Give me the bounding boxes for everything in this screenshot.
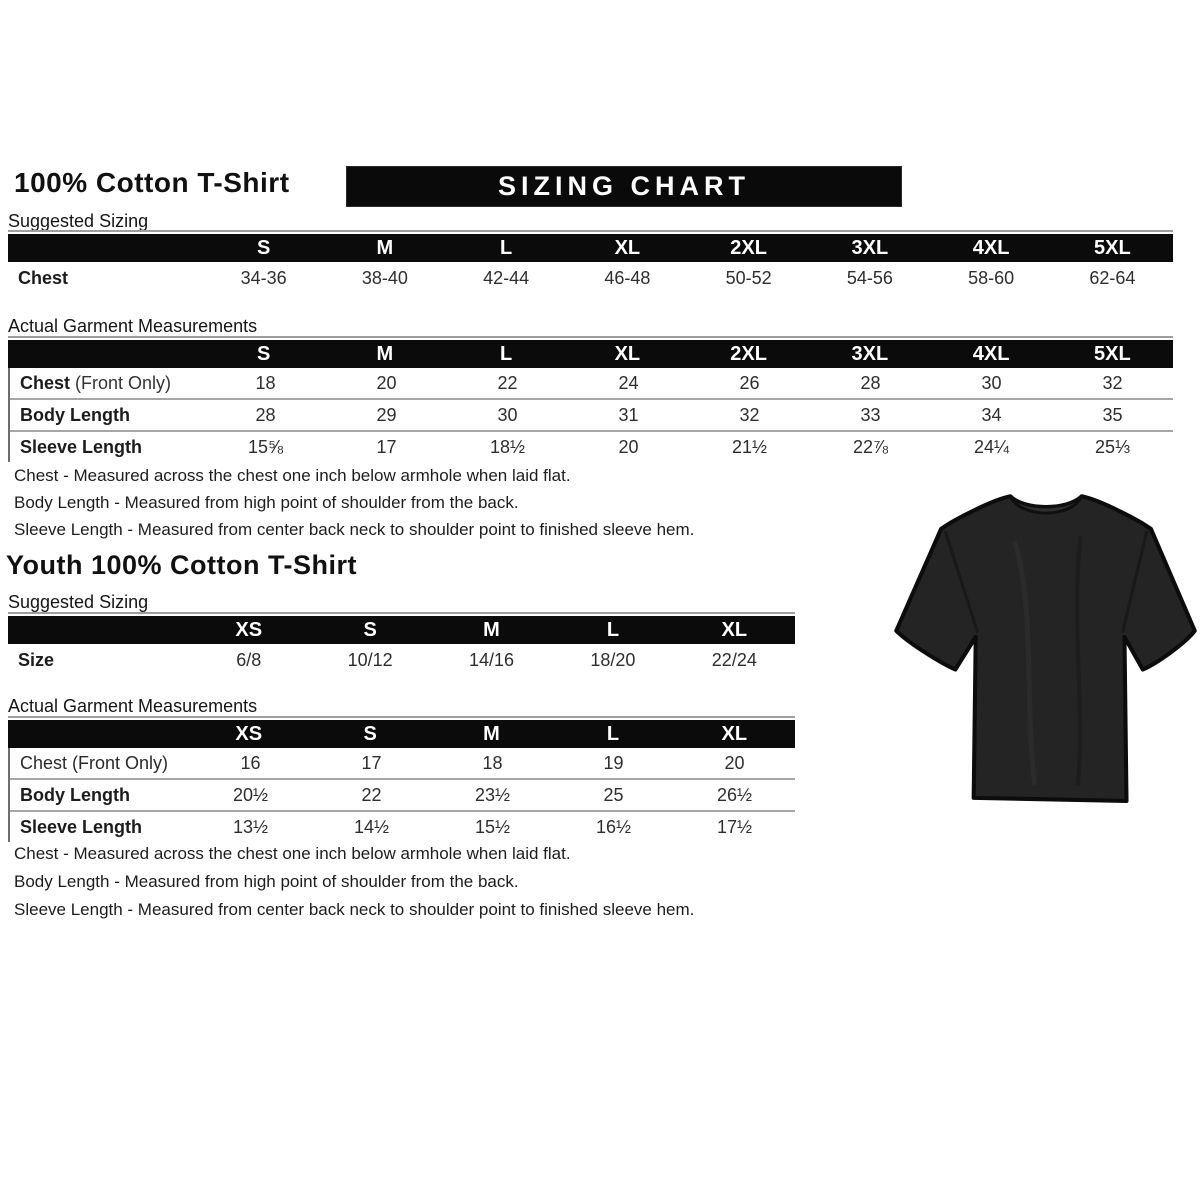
table-cell: 18: [255, 372, 276, 393]
table-cell: 46-48: [604, 268, 651, 288]
note-line: Sleeve Length - Measured from center back neck to shoulder point to finished sleeve hem.: [14, 900, 695, 919]
tshirt-icon: [892, 480, 1198, 806]
table-cell: 25⅓: [1094, 436, 1131, 457]
column-header: L: [606, 722, 620, 745]
table-cell: 24: [618, 372, 639, 393]
table-row: [10, 810, 795, 842]
table-cell: 20: [376, 372, 397, 393]
note-line: Body Length - Measured from high point of shoulder from the back.: [14, 872, 519, 891]
table-cell: 17: [376, 436, 397, 457]
table-cell: 30: [497, 404, 518, 425]
table-cell: 31: [618, 404, 639, 425]
table-cell: 34: [981, 404, 1002, 425]
table-cell: 54-56: [846, 268, 893, 288]
row-label-suffix: (Front Only): [75, 372, 172, 393]
column-header: 3XL: [851, 342, 889, 365]
column-header: XL: [614, 236, 641, 259]
table-cell: 34-36: [240, 268, 287, 288]
youth-suggested-label: Suggested Sizing: [8, 592, 149, 612]
row-label: Body Length: [20, 784, 130, 805]
adult-suggested-label: Suggested Sizing: [8, 211, 149, 231]
table-cell: 38-40: [361, 268, 408, 288]
youth-title: Youth 100% Cotton T-Shirt: [6, 550, 357, 580]
table-cell: 10/12: [347, 650, 393, 670]
column-header: M: [376, 342, 394, 365]
table-cell: 18/20: [590, 650, 636, 670]
column-header: XL: [721, 722, 748, 745]
column-header: S: [363, 618, 377, 641]
column-header: M: [483, 722, 500, 745]
youth-measurements-table: [8, 716, 795, 842]
table-cell: 30: [981, 372, 1002, 393]
table-cell: 14½: [353, 816, 390, 837]
column-header: 2XL: [730, 236, 767, 259]
adult-suggested-table: [8, 230, 1173, 295]
table-row: [8, 644, 795, 677]
column-header: 4XL: [972, 236, 1010, 259]
table-cell: 24¼: [973, 436, 1010, 457]
table-cell: 62-64: [1089, 268, 1136, 288]
row-label: Sleeve Length: [20, 436, 143, 457]
column-header: S: [363, 722, 377, 745]
row-label: Chest (Front Only): [20, 752, 169, 773]
column-header: 5XL: [1094, 342, 1131, 365]
column-header: 3XL: [851, 236, 889, 259]
adult-suggested-header-row: [8, 234, 1173, 262]
table-cell: 22: [361, 784, 382, 805]
column-header: S: [256, 342, 271, 365]
column-header: XS: [235, 722, 263, 745]
table-row: [10, 430, 1173, 462]
row-label: Chest: [18, 268, 69, 288]
column-header: L: [500, 342, 513, 365]
table-cell: 29: [376, 404, 397, 425]
table-cell: 18½: [489, 436, 526, 457]
table-cell: 32: [739, 404, 760, 425]
table-cell: 19: [603, 752, 624, 773]
column-header: M: [376, 236, 394, 259]
adult-measurements-body: [8, 368, 1173, 462]
sizing-chart-banner-text: SIZING CHART: [498, 171, 750, 201]
table-cell: 18: [482, 752, 503, 773]
table-cell: 22/24: [711, 650, 757, 670]
adult-title: 100% Cotton T-Shirt: [14, 167, 290, 198]
note-line: Chest - Measured across the chest one inch below armhole when laid flat.: [14, 466, 571, 485]
column-header: 2XL: [730, 342, 767, 365]
row-label: Sleeve Length: [20, 816, 143, 837]
table-cell: 28: [860, 372, 881, 393]
note-line: Chest - Measured across the chest one inch below armhole when laid flat.: [14, 844, 571, 863]
table-cell: 22⅞: [852, 436, 889, 457]
youth-measurements-label: Actual Garment Measurements: [8, 696, 258, 716]
table-cell: 16: [240, 752, 261, 773]
table-cell: 28: [255, 404, 276, 425]
table-cell: 50-52: [725, 268, 772, 288]
adult-notes: [14, 462, 694, 543]
row-label: Body Length: [20, 404, 130, 425]
column-header: XL: [721, 618, 748, 641]
table-cell: 6/8: [236, 650, 262, 670]
table-cell: 15½: [474, 816, 511, 837]
adult-measurements-table: [8, 336, 1173, 462]
note-line: Body Length - Measured from high point of shoulder from the back.: [14, 493, 519, 512]
table-cell: 17: [361, 752, 382, 773]
youth-measurements-header-row: [8, 720, 795, 748]
column-header: L: [500, 236, 513, 259]
table-cell: 17½: [716, 816, 753, 837]
table-cell: 20: [724, 752, 745, 773]
row-label-main: Chest: [20, 372, 71, 393]
column-header: XS: [235, 618, 263, 641]
table-cell: 58-60: [968, 268, 1015, 288]
table-cell: 23½: [474, 784, 511, 805]
table-cell: 20½: [232, 784, 269, 805]
row-label: Size: [18, 650, 55, 670]
table-cell: 13½: [232, 816, 269, 837]
column-header: 5XL: [1094, 236, 1131, 259]
table-cell: 42-44: [483, 268, 530, 288]
note-line: Sleeve Length - Measured from center back neck to shoulder point to finished sleeve hem.: [14, 520, 695, 539]
sizing-chart-banner: [346, 166, 902, 207]
youth-notes: [14, 840, 694, 924]
table-cell: 20: [618, 436, 639, 457]
tshirt-image: [892, 480, 1198, 806]
column-header: XL: [614, 342, 641, 365]
table-row: [10, 778, 795, 810]
column-header: L: [606, 618, 620, 641]
table-cell: 21½: [731, 436, 768, 457]
adult-measurements-label: Actual Garment Measurements: [8, 316, 258, 336]
youth-measurements-body: [8, 748, 795, 842]
column-header: S: [256, 236, 271, 259]
youth-suggested-table: [8, 612, 795, 677]
table-cell: 26: [739, 372, 760, 393]
table-cell: 22: [497, 372, 518, 393]
table-cell: 16½: [595, 816, 632, 837]
table-cell: 15⅝: [247, 436, 284, 457]
table-cell: 32: [1102, 372, 1123, 393]
table-row: [8, 262, 1173, 295]
table-cell: 25: [603, 784, 624, 805]
table-cell: 26½: [716, 784, 753, 805]
table-cell: 33: [860, 404, 881, 425]
row-label: [10, 373, 205, 394]
column-header: M: [483, 618, 500, 641]
table-row: [10, 398, 1173, 430]
table-cell: 14/16: [468, 650, 515, 670]
table-row: [10, 748, 795, 778]
table-row: [10, 368, 1173, 398]
youth-suggested-header-row: [8, 616, 795, 644]
table-cell: 35: [1102, 404, 1123, 425]
adult-measurements-header-row: [8, 340, 1173, 368]
column-header: 4XL: [972, 342, 1010, 365]
